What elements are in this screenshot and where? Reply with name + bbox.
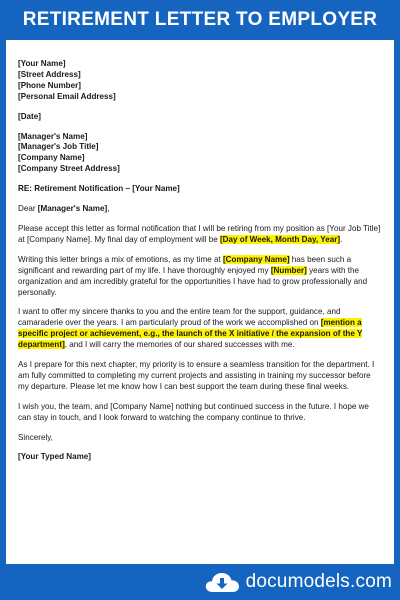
highlight-company-name: [Company Name] [222, 254, 290, 264]
p3-text-2: , and I will carry the memories of our shared successes with me. [64, 340, 295, 350]
greeting-prefix: Dear [18, 204, 38, 214]
highlight-years-number: [Number] [270, 265, 307, 275]
p3-text-1: I want to offer my sincere thanks to you and the entire team for the support, guidance, and camaraderie over the years. I am particularly proud of the work we accomplished on [18, 307, 341, 328]
recipient-street: [Company Street Address] [18, 164, 120, 174]
highlight-final-day: [Day of Week, Month Day, Year] [219, 234, 341, 244]
closing: Sincerely, [18, 432, 53, 442]
signature-name: [Your Typed Name] [18, 452, 92, 462]
letter-date: [Date] [18, 111, 41, 121]
paragraph-notification [18, 224, 382, 246]
recipient-name: [Manager's Name] [18, 131, 88, 141]
paragraph-thanks [18, 307, 382, 351]
footer [0, 564, 400, 600]
p1-text: Please accept this letter as formal notification that I will be retiring from my position as [Your Job Title] at [Company Name]. My final day of employment will be [18, 223, 381, 244]
sender-name: [Your Name] [18, 59, 66, 68]
greeting-suffix: , [107, 204, 110, 214]
paragraph-wishes: I wish you, the team, and [Company Name] nothing but continued success in the future. I hope we can stay in touch, and I look forward to watching the company continue to thrive. [18, 401, 369, 422]
highlight-achievement: [mention a specific project or achievement, e.g., the launch of the X initiative / the expansion of the Y department] [18, 318, 363, 350]
header-banner [0, 0, 400, 40]
recipient-title: [Manager's Job Title] [18, 142, 99, 152]
sender-block [18, 59, 382, 103]
p1-end: . [340, 234, 343, 244]
greeting-name: [Manager's Name] [37, 204, 108, 214]
p2-text-3: years with the organization and am incredibly grateful for the opportunities I have had to grow professionally and personally. [18, 265, 368, 297]
letter-document [6, 40, 394, 564]
paragraph-transition: As I prepare for this next chapter, my priority is to ensure a seamless transition for the department. I am fully committed to completing my current projects and assisting in training my successor before my departure. Please let me know how I can best support the team during these final weeks. [18, 360, 375, 391]
recipient-block [18, 132, 382, 176]
cloud-download-icon [204, 571, 240, 593]
greeting [18, 204, 382, 215]
sender-phone: [Phone Number] [18, 80, 81, 90]
brand-link[interactable] [204, 571, 392, 593]
subject-line: RE: Retirement Notification – [Your Name] [18, 184, 180, 194]
recipient-company: [Company Name] [18, 153, 85, 163]
sender-email: [Personal Email Address] [18, 91, 116, 101]
brand-name: documodels.com [245, 571, 392, 592]
p2-text-1: Writing this letter brings a mix of emotions, as my time at [18, 254, 223, 264]
paragraph-emotions [18, 255, 382, 299]
sender-street: [Street Address] [18, 69, 81, 79]
page-title: RETIREMENT LETTER TO EMPLOYER [22, 9, 378, 30]
p2-text-2: has been such a significant and rewarding part of my life. I have thoroughly enjoyed my [18, 254, 352, 275]
